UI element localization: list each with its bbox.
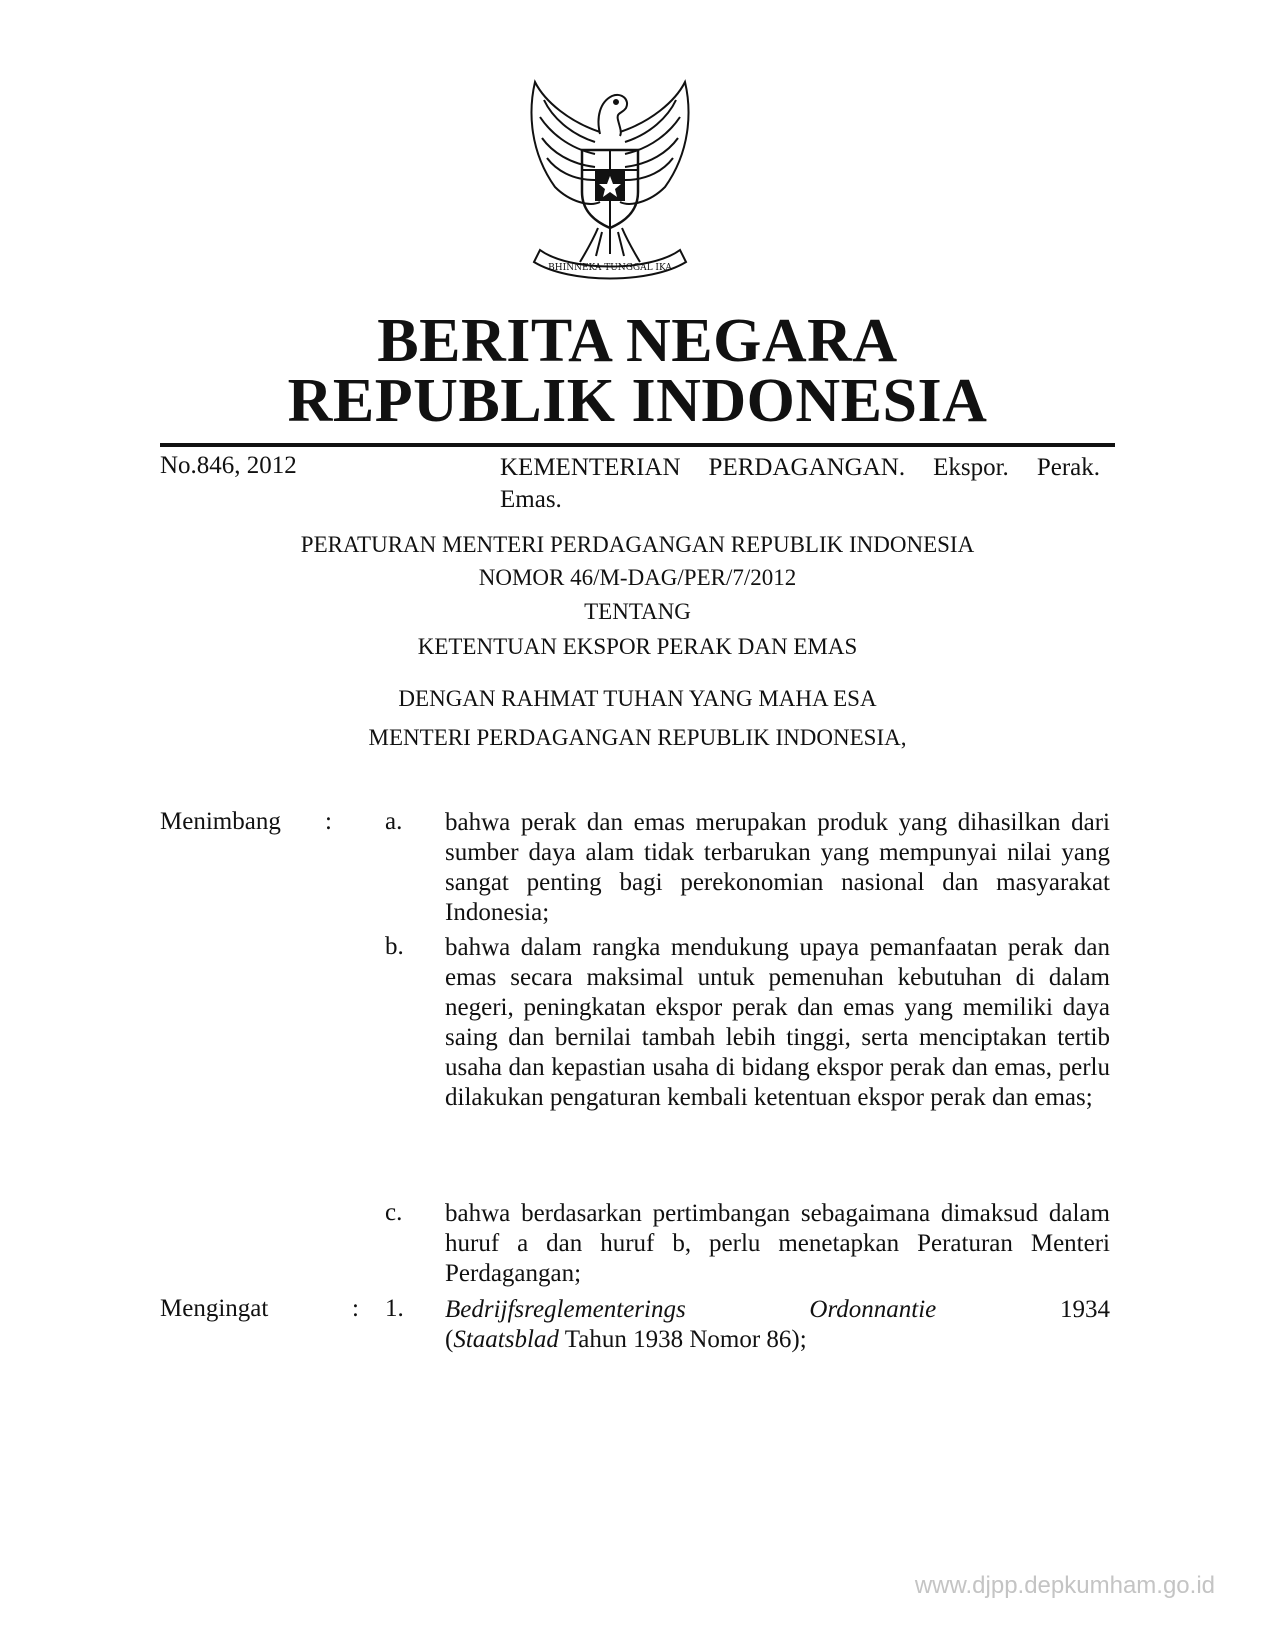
- considering-label: Menimbang: [160, 808, 281, 835]
- gazette-number: No.846, 2012: [160, 452, 297, 479]
- recalling-item-1-title: Bedrijfsreglementerings Ordonnantie: [445, 1296, 937, 1323]
- gazette-subject: KEMENTERIAN PERDAGANGAN. Ekspor. Perak. Emas.: [500, 454, 1100, 513]
- recalling-item-1-open-paren: (: [445, 1326, 454, 1353]
- recalling-item-1-tail: Tahun 1938 Nomor 86);: [558, 1326, 807, 1353]
- considering-item-b: bahwa dalam rangka mendukung upaya pemanfaatan perak dan emas secara maksimal untuk pemenuhan kebutuhan di dalam negeri, peningkatan ekspor perak dan emas yang memiliki daya saing dan bernilai tambah lebih tinggi, serta menciptakan tertib usaha dan kepastian usaha di bidang ekspor perak dan emas, perlu dilakukan pengaturan kembali ketentuan ekspor perak dan emas;: [445, 934, 1110, 1111]
- masthead-rule: [160, 443, 1115, 447]
- recalling-item-1-line2: [445, 1325, 1110, 1355]
- masthead-subtitle: REPUBLIK INDONESIA: [287, 367, 988, 435]
- considering-item-c: bahwa berdasarkan pertimbangan sebagaimana dimaksud dalam huruf a dan huruf b, perlu menetapkan Peraturan Menteri Perdagangan;: [445, 1200, 1110, 1287]
- regulation-subject: KETENTUAN EKSPOR PERAK DAN EMAS: [417, 634, 858, 659]
- masthead-title: BERITA NEGARA: [377, 307, 898, 375]
- considering-mark-c: c.: [385, 1199, 403, 1226]
- emblem-motto: BHINNEKA TUNGGAL IKA: [548, 263, 672, 273]
- regulation-number: NOMOR 46/M-DAG/PER/7/2012: [478, 565, 797, 590]
- recalling-colon: :: [352, 1295, 359, 1322]
- recalling-item-1-year: 1934: [1060, 1296, 1111, 1323]
- watermark-url: www.djpp.depkumham.go.id: [914, 1572, 1215, 1599]
- recalling-mark-1: 1.: [385, 1295, 404, 1322]
- recalling-label: Mengingat: [160, 1295, 269, 1322]
- regulation-about: TENTANG: [584, 599, 691, 624]
- regulation-title: PERATURAN MENTERI PERDAGANGAN REPUBLIK INDONESIA: [300, 532, 975, 557]
- considering-mark-b: b.: [385, 933, 404, 960]
- recalling-item-1-line1: [445, 1295, 1110, 1325]
- regulation-invocation: DENGAN RAHMAT TUHAN YANG MAHA ESA: [398, 686, 877, 711]
- considering-mark-a: a.: [385, 808, 403, 835]
- regulation-issuer: MENTERI PERDAGANGAN REPUBLIK INDONESIA,: [368, 725, 907, 750]
- recalling-item-1-staatsblad: Staatsblad: [453, 1326, 559, 1353]
- garuda-emblem-icon: [500, 72, 720, 282]
- considering-colon: :: [325, 808, 332, 835]
- considering-item-a: bahwa perak dan emas merupakan produk yang dihasilkan dari sumber daya alam tidak terbarukan yang mempunyai nilai yang sangat penting bagi perekonomian nasional dan masyarakat Indonesia;: [445, 809, 1110, 926]
